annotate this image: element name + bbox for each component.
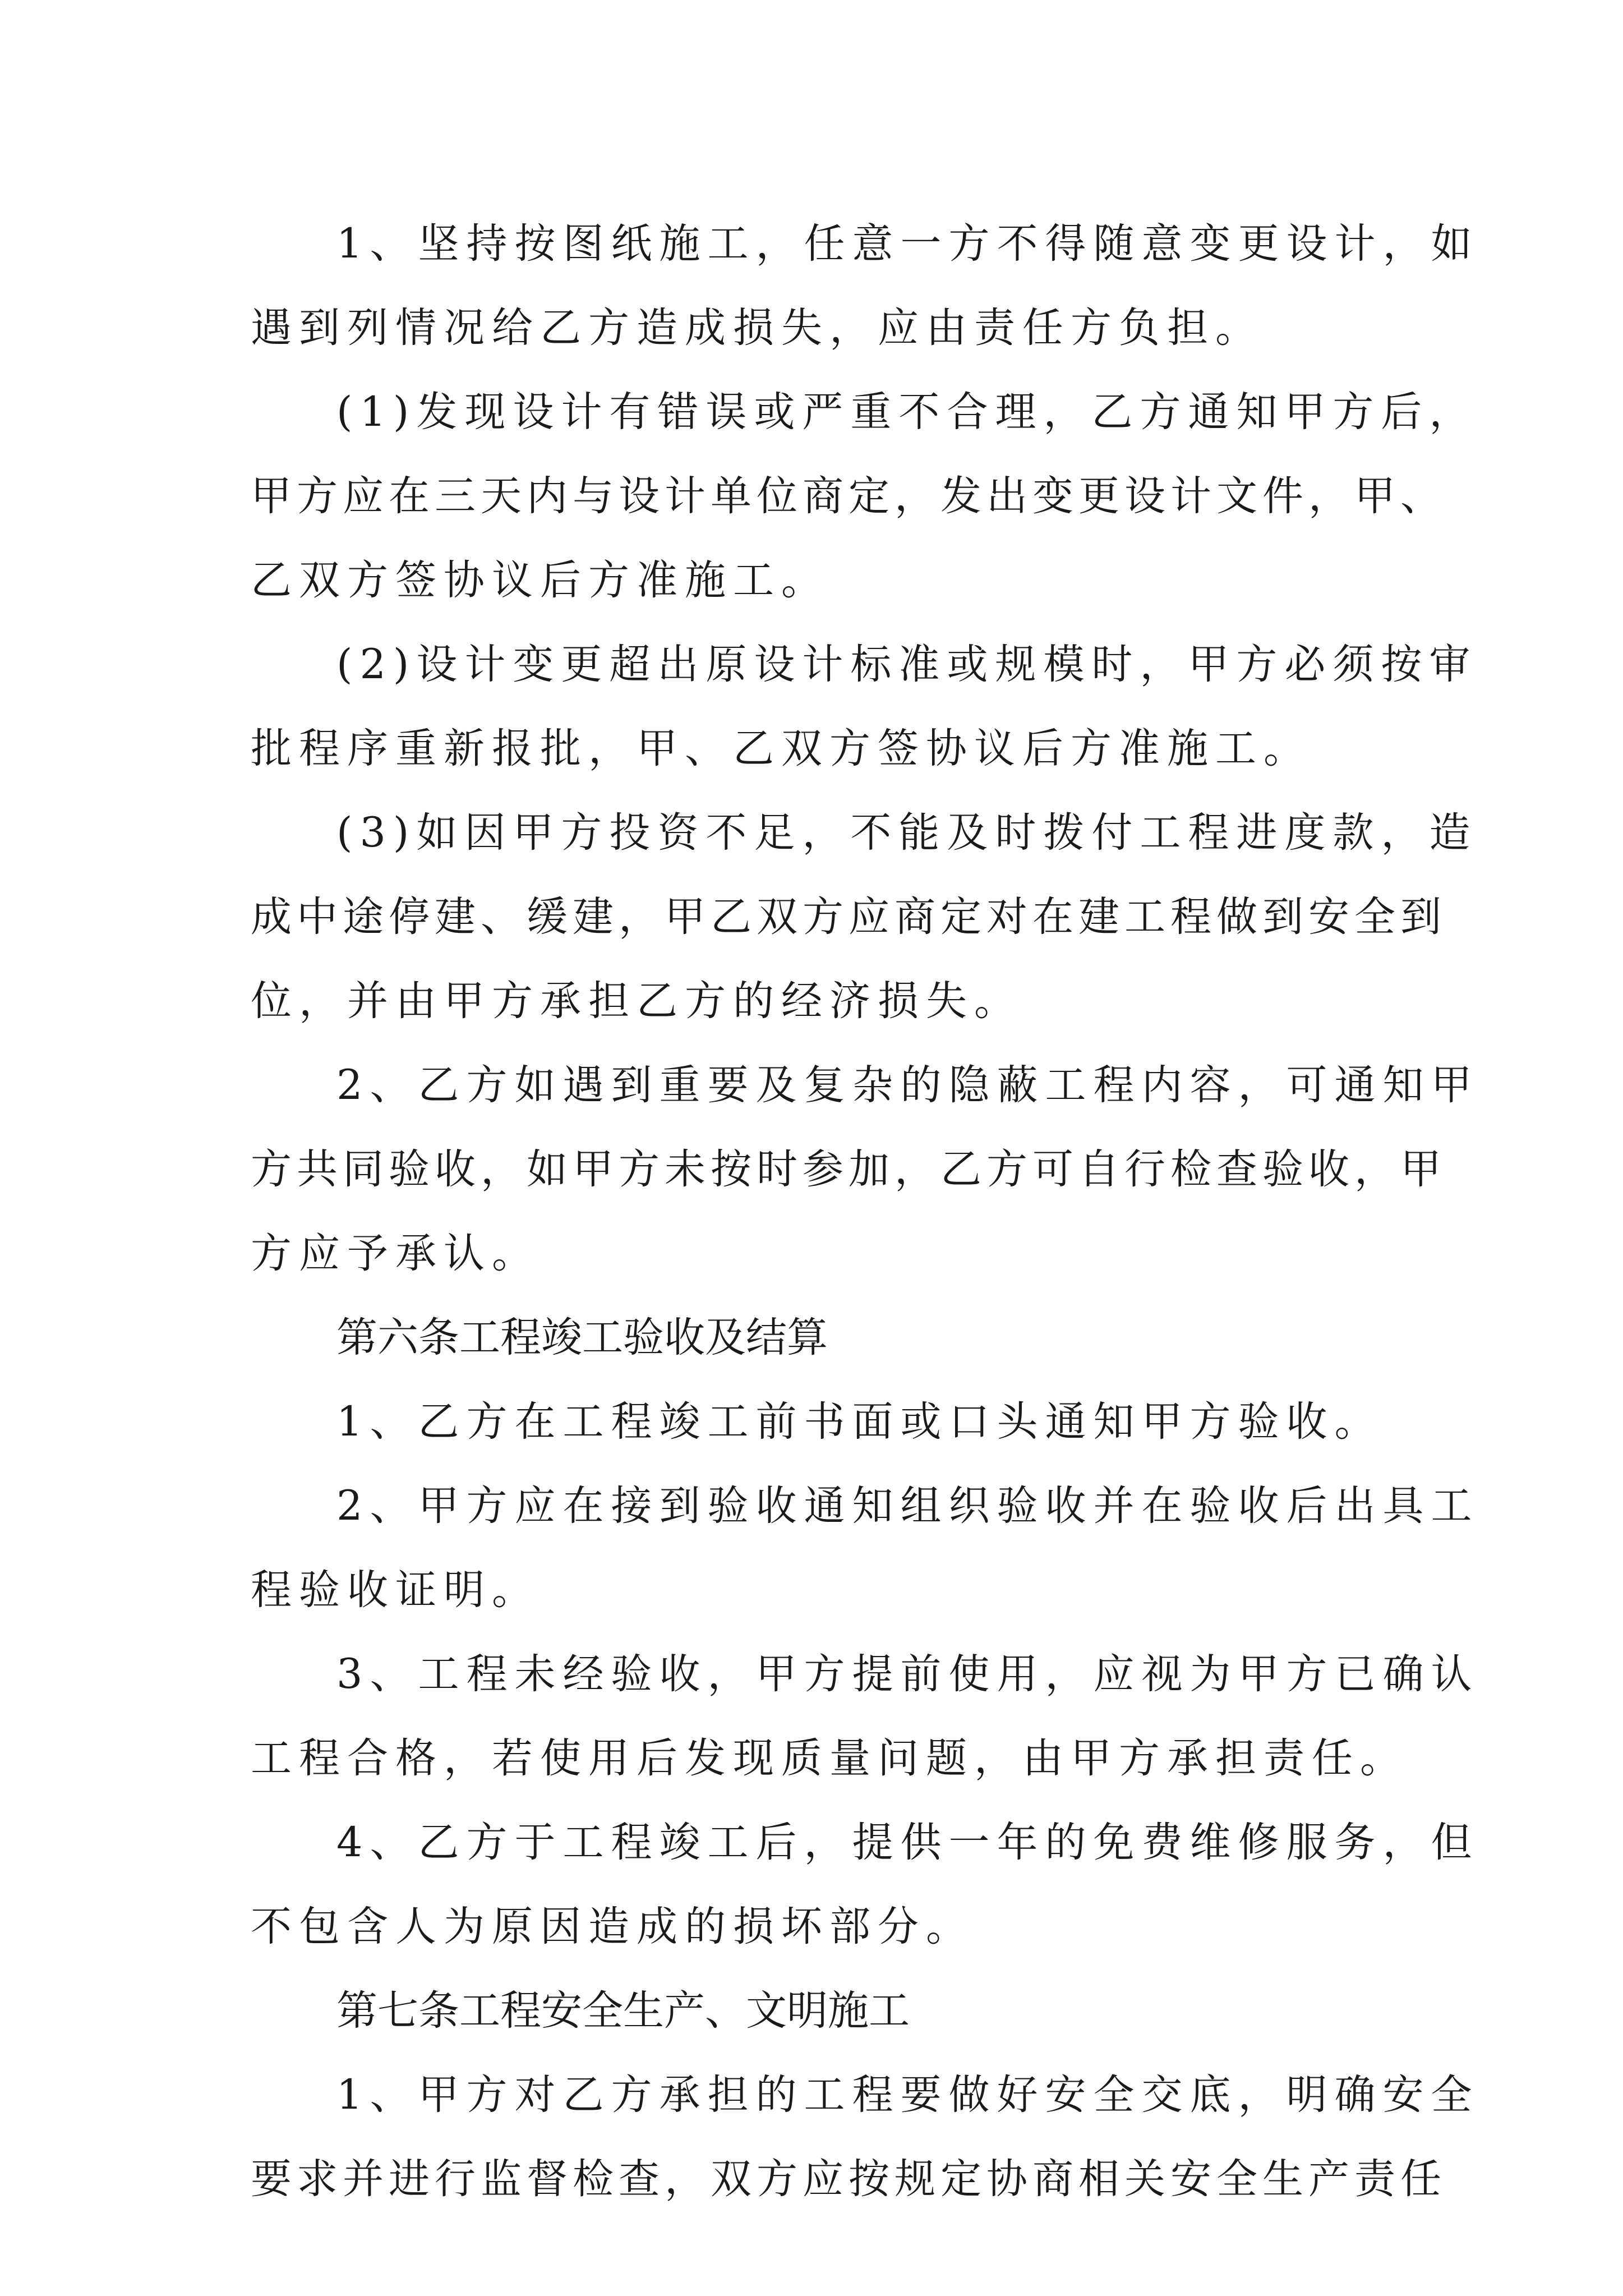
paragraph-line: 1、甲方对乙方承担的工程要做好安全交底，明确安全 xyxy=(336,2071,1479,2119)
paragraph-line: 2、甲方应在接到验收通知组织验收并在验收后出具工 xyxy=(336,1482,1479,1530)
paragraph-line: 程验收证明。 xyxy=(251,1566,540,1614)
paragraph-line: (2)设计变更超出原设计标准或规模时，甲方必须按审 xyxy=(336,641,1478,688)
paragraph-line: 成中途停建、缓建，甲乙双方应商定对在建工程做到安全到 xyxy=(251,893,1446,941)
paragraph-line: 乙双方签协议后方准施工。 xyxy=(251,556,829,604)
section-heading: 第六条工程竣工验收及结算 xyxy=(336,1314,828,1361)
paragraph-line: 方共同验收，如甲方未按时参加，乙方可自行检查验收，甲 xyxy=(251,1145,1446,1193)
paragraph-line: 方应予承认。 xyxy=(251,1230,540,1277)
paragraph-line: 工程合格，若使用后发现质量问题，由甲方承担责任。 xyxy=(251,1734,1408,1782)
paragraph-line: 遇到列情况给乙方造成损失，应由责任方负担。 xyxy=(251,304,1264,352)
paragraph-line: 要求并进行监督检查，双方应按规定协商相关安全生产责任 xyxy=(251,2155,1446,2203)
paragraph-line: 1、乙方在工程竣工前书面或口头通知甲方验收。 xyxy=(336,1398,1383,1446)
paragraph-line: 1、坚持按图纸施工，任意一方不得随意变更设计，如 xyxy=(336,220,1479,268)
paragraph-line: 3、工程未经验收，甲方提前使用，应视为甲方已确认 xyxy=(336,1650,1479,1698)
paragraph-line: (3)如因甲方投资不足，不能及时拨付工程进度款，造 xyxy=(336,809,1478,857)
paragraph-line: 位，并由甲方承担乙方的经济损失。 xyxy=(251,977,1022,1025)
paragraph-line: 4、乙方于工程竣工后，提供一年的免费维修服务，但 xyxy=(336,1819,1479,1866)
paragraph-line: 批程序重新报批，甲、乙双方签协议后方准施工。 xyxy=(251,725,1312,772)
paragraph-line: 不包含人为原因造成的损坏部分。 xyxy=(251,1903,974,1950)
paragraph-line: 甲方应在三天内与设计单位商定，发出变更设计文件，甲、 xyxy=(251,472,1446,520)
section-heading: 第七条工程安全生产、文明施工 xyxy=(336,1987,910,2035)
paragraph-line: 2、乙方如遇到重要及复杂的隐蔽工程内容，可通知甲 xyxy=(336,1061,1479,1109)
paragraph-line: (1)发现设计有错误或严重不合理，乙方通知甲方后， xyxy=(336,388,1478,436)
